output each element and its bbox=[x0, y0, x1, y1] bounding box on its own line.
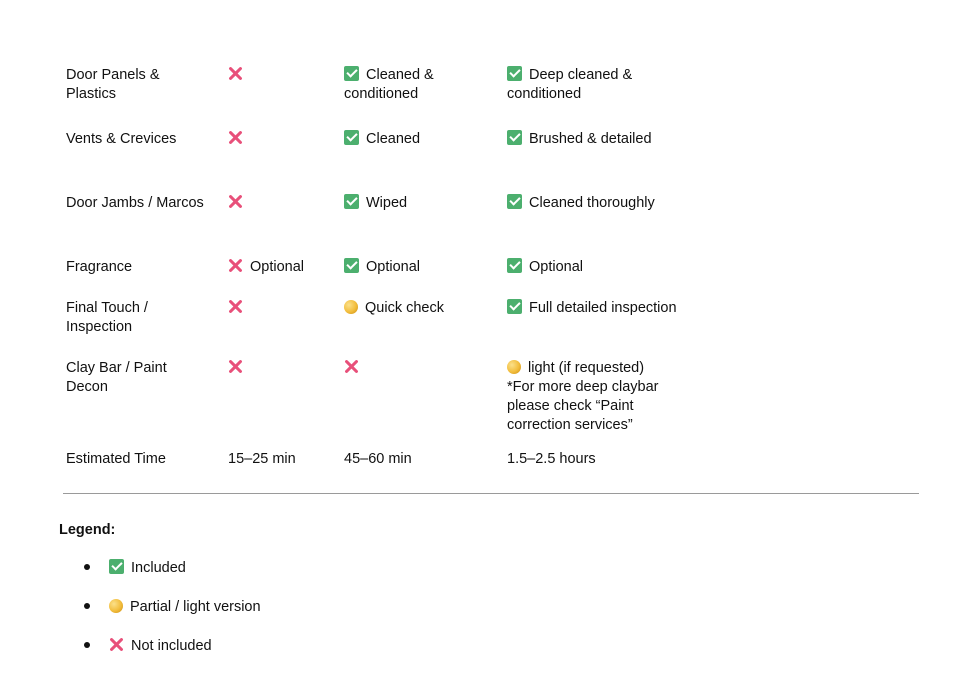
x-icon bbox=[228, 194, 243, 209]
row-label: Vents & Crevices bbox=[66, 131, 177, 147]
check-icon bbox=[507, 258, 522, 273]
row-label: Final Touch / Inspection bbox=[66, 300, 148, 335]
check-icon bbox=[344, 66, 359, 81]
x-icon bbox=[228, 258, 243, 273]
row-label: Door Panels & Plastics bbox=[66, 67, 160, 102]
x-icon bbox=[228, 299, 243, 314]
x-icon bbox=[228, 359, 243, 374]
check-icon bbox=[344, 194, 359, 209]
legend-item-partial: Partial / light version bbox=[84, 598, 261, 617]
check-icon bbox=[507, 299, 522, 314]
check-icon bbox=[109, 559, 124, 574]
x-icon bbox=[109, 637, 124, 652]
row-label: Estimated Time bbox=[66, 451, 166, 467]
row-label: Fragrance bbox=[66, 259, 133, 275]
legend-item-not-included: Not included bbox=[84, 637, 212, 656]
check-icon bbox=[344, 130, 359, 145]
legend-item-included: Included bbox=[84, 559, 186, 578]
partial-dot-icon bbox=[507, 360, 521, 374]
x-icon bbox=[344, 359, 359, 374]
bullet-icon bbox=[84, 603, 90, 609]
bullet-icon bbox=[84, 564, 90, 570]
row-label: Door Jambs / Marcos bbox=[66, 195, 204, 211]
divider bbox=[63, 493, 919, 494]
check-icon bbox=[507, 130, 522, 145]
check-icon bbox=[344, 258, 359, 273]
check-icon bbox=[507, 66, 522, 81]
partial-dot-icon bbox=[109, 599, 123, 613]
x-icon bbox=[228, 130, 243, 145]
partial-dot-icon bbox=[344, 300, 358, 314]
check-icon bbox=[507, 194, 522, 209]
legend-title: Legend: bbox=[59, 522, 116, 538]
row-label: Clay Bar / Paint Decon bbox=[66, 360, 167, 395]
x-icon bbox=[228, 66, 243, 81]
bullet-icon bbox=[84, 642, 90, 648]
